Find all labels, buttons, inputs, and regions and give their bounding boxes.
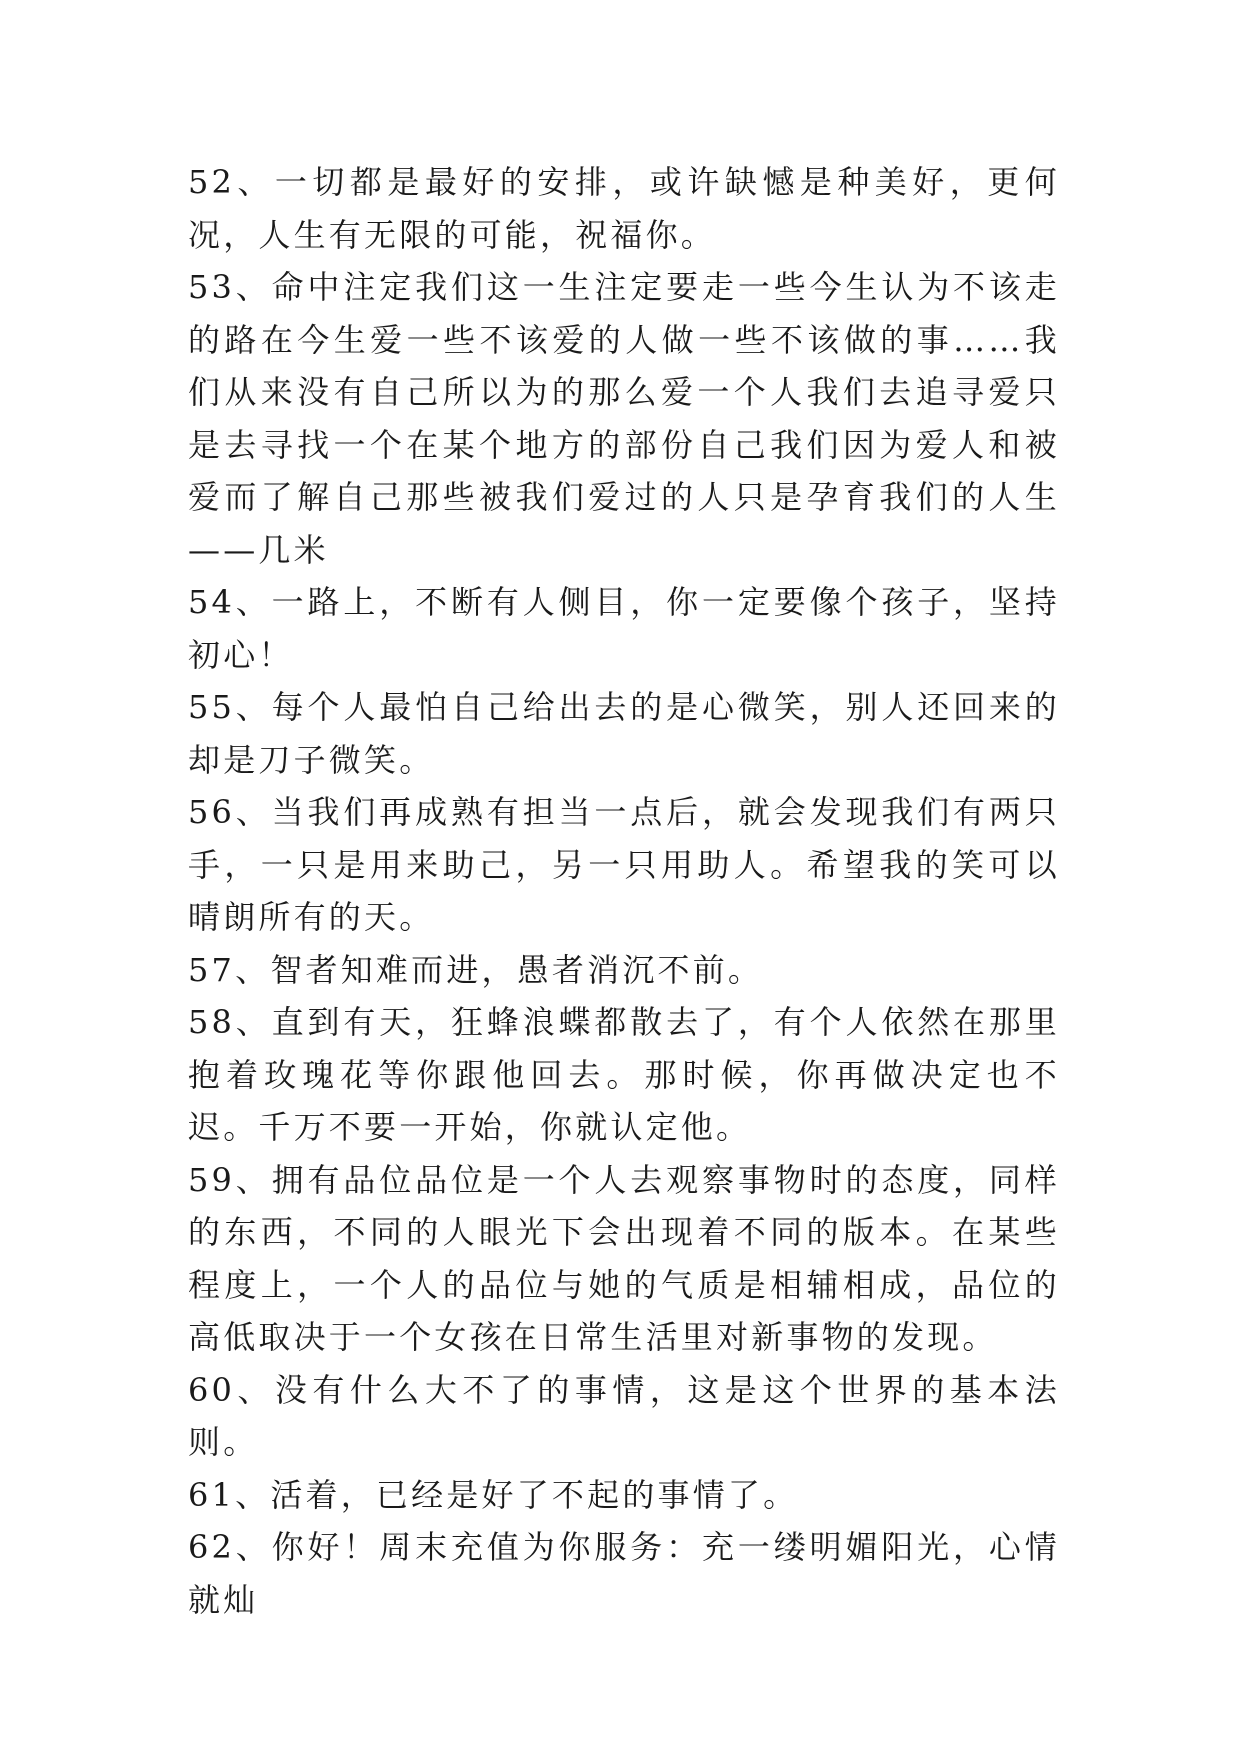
paragraph-53: 53、命中注定我们这一生注定要走一些今生认为不该走的路在今生爱一些不该爱的人做一些不该做的事……我们从来没有自己所以为的那么爱一个人我们去追寻爱只是去寻找一个在某个地方的部份自己我们因为爱人和被爱而了解自己那些被我们爱过的人只是孕育我们的人生——几米	[188, 268, 1060, 569]
paragraph-59: 59、拥有品位品位是一个人去观察事物时的态度，同样的东西，不同的人眼光下会出现着不同的版本。在某些程度上，一个人的品位与她的气质是相辅相成，品位的高低取决于一个女孩在日常生活里对新事物的发现。	[188, 1160, 1060, 1356]
document-body	[188, 156, 1060, 1626]
paragraph-62: 62、你好！周末充值为你服务：充一缕明媚阳光，心情就灿	[188, 1528, 1060, 1619]
paragraph-56: 56、当我们再成熟有担当一点后，就会发现我们有两只手，一只是用来助己，另一只用助人。希望我的笑可以晴朗所有的天。	[188, 793, 1060, 936]
paragraph-55: 55、每个人最怕自己给出去的是心微笑，别人还回来的却是刀子微笑。	[188, 688, 1060, 779]
paragraph-54: 54、一路上，不断有人侧目，你一定要像个孩子，坚持初心！	[188, 583, 1060, 674]
paragraph-57: 57、智者知难而进，愚者消沉不前。	[188, 950, 764, 989]
paragraph-60: 60、没有什么大不了的事情，这是这个世界的基本法则。	[188, 1370, 1060, 1461]
paragraph-58: 58、直到有天，狂蜂浪蝶都散去了，有个人依然在那里抱着玫瑰花等你跟他回去。那时候，你再做决定也不迟。千万不要一开始，你就认定他。	[188, 1003, 1060, 1146]
paragraph-52: 52、一切都是最好的安排，或许缺憾是种美好，更何况，人生有无限的可能，祝福你。	[188, 163, 1060, 254]
paragraph-61: 61、活着，已经是好了不起的事情了。	[188, 1475, 799, 1514]
